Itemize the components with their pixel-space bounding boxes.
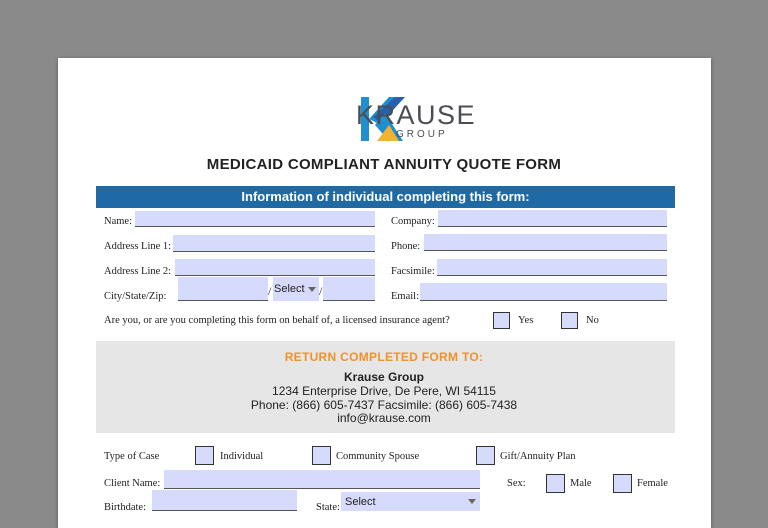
- logo-wordmark: KRAUSE: [356, 100, 477, 130]
- logo-subtitle: GROUP: [396, 129, 448, 140]
- chevron-down-icon: [468, 499, 476, 504]
- email-field[interactable]: [420, 283, 667, 301]
- gift-annuity-checkbox[interactable]: [476, 446, 495, 465]
- gift-annuity-label: Gift/Annuity Plan: [500, 451, 576, 462]
- address2-field[interactable]: [175, 259, 375, 276]
- return-phones: Phone: (866) 605-7437 Facsimile: (866) 605-7438: [250, 398, 518, 412]
- community-spouse-checkbox[interactable]: [312, 446, 331, 465]
- female-checkbox[interactable]: [613, 474, 632, 493]
- separator: /: [319, 284, 323, 298]
- male-label: Male: [570, 478, 592, 489]
- birthdate-field[interactable]: [152, 490, 297, 511]
- section-header: Information of individual completing this form:: [96, 186, 675, 208]
- phone-label: Phone:: [391, 241, 421, 252]
- agent-yes-checkbox[interactable]: [493, 312, 510, 329]
- female-label: Female: [637, 478, 668, 489]
- no-label: No: [586, 315, 599, 326]
- company-label: Company:: [391, 216, 435, 227]
- address1-field[interactable]: [173, 235, 375, 252]
- return-email: info@krause.com: [337, 411, 431, 425]
- email-label: Email:: [391, 291, 419, 302]
- type-of-case-label: Type of Case: [104, 451, 160, 462]
- agent-question: Are you, or are you completing this form on behalf of, a licensed insurance agent?: [104, 315, 450, 326]
- client-name-label: Client Name:: [104, 478, 161, 489]
- state-select-value: Select: [274, 283, 305, 295]
- chevron-down-icon: [308, 287, 316, 292]
- birthdate-label: Birthdate:: [104, 502, 146, 513]
- sex-label: Sex:: [507, 478, 526, 489]
- phone-field[interactable]: [424, 234, 667, 251]
- zip-field[interactable]: [323, 277, 375, 301]
- return-title: RETURN COMPLETED FORM TO:: [284, 350, 484, 364]
- address1-label: Address Line 1:: [104, 241, 172, 252]
- agent-no-checkbox[interactable]: [561, 312, 578, 329]
- return-address: 1234 Enterprise Drive, De Pere, WI 54115: [272, 384, 496, 398]
- separator: /: [268, 284, 272, 298]
- individual-label: Individual: [220, 451, 264, 462]
- community-spouse-label: Community Spouse: [336, 451, 420, 462]
- name-field[interactable]: [135, 211, 375, 227]
- individual-checkbox[interactable]: [195, 446, 214, 465]
- city-state-zip-label: City/State/Zip:: [104, 291, 167, 302]
- city-field[interactable]: [178, 277, 268, 301]
- address2-label: Address Line 2:: [104, 266, 172, 277]
- return-company: Krause Group: [343, 370, 424, 384]
- client-state-select-value: Select: [345, 496, 376, 508]
- page-title: MEDICAID COMPLIANT ANNUITY QUOTE FORM: [206, 156, 562, 173]
- state-label: State:: [316, 502, 340, 513]
- company-field[interactable]: [438, 210, 667, 227]
- facsimile-field[interactable]: [437, 259, 667, 276]
- name-label: Name:: [104, 216, 132, 227]
- facsimile-label: Facsimile:: [391, 266, 435, 277]
- client-name-field[interactable]: [164, 470, 480, 489]
- male-checkbox[interactable]: [546, 474, 565, 493]
- yes-label: Yes: [518, 315, 534, 326]
